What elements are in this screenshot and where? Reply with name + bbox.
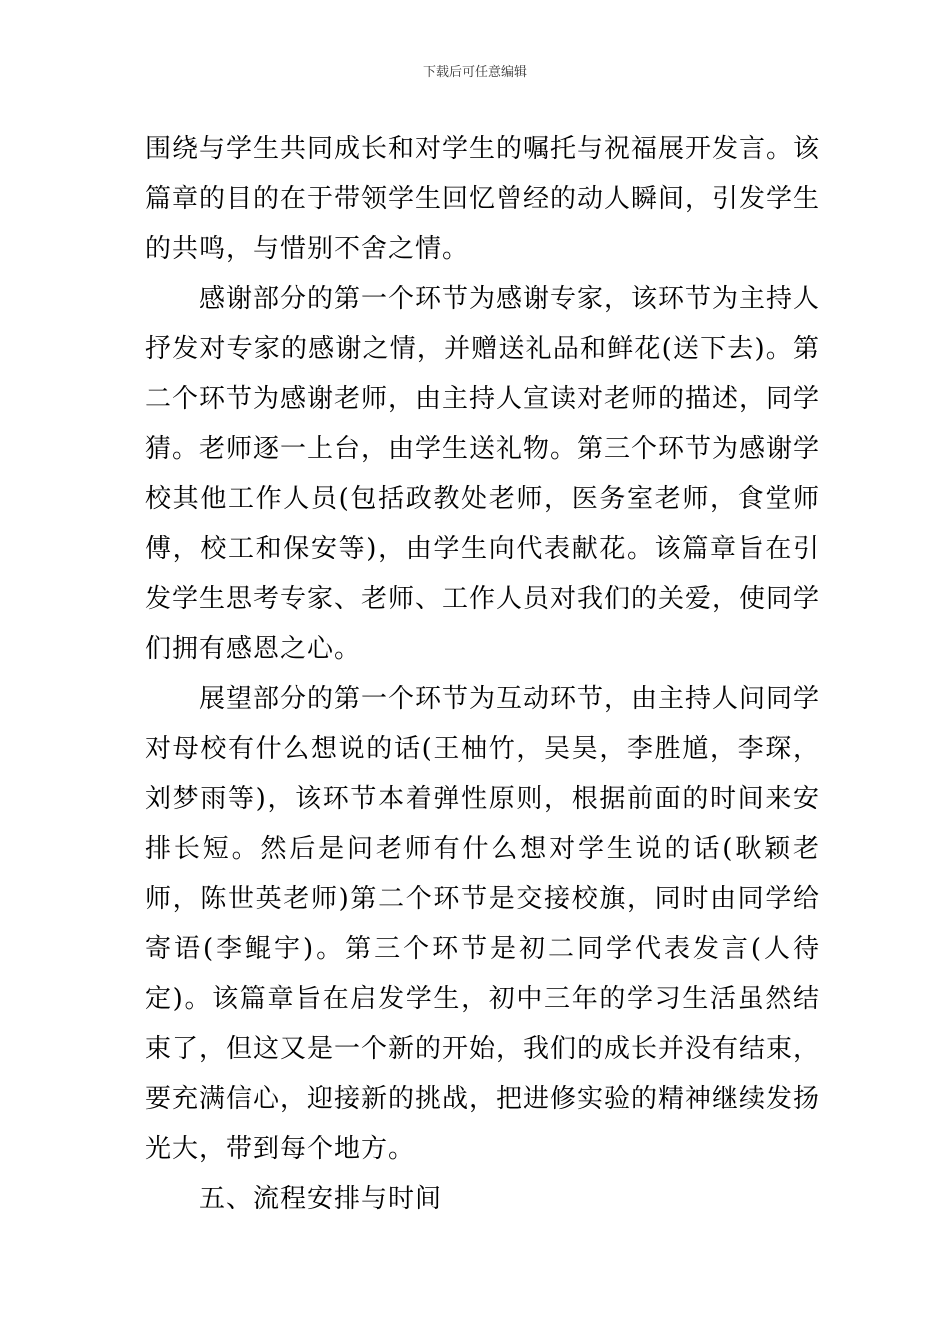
paragraph-thanks: 感谢部分的第一个环节为感谢专家，该环节为主持人抒发对专家的感谢之情，并赠送礼品和鲜花(送下去)。第二个环节为感谢老师，由主持人宣读对老师的描述，同学猜。老师逐一上台，由学生送礼物。第三个环节为感谢学校其他工作人员(包括政教处老师，医务室老师，食堂师傅，校工和保安等)，由学生向代表献花。该篇章旨在引发学生思考专家、老师、工作人员对我们的关爱，使同学们拥有感恩之心。 [145, 284, 821, 664]
header-text: 下载后可任意编辑 [422, 65, 527, 80]
document-body [145, 124, 820, 1224]
page-header [0, 64, 950, 82]
paragraph-outlook: 展望部分的第一个环节为互动环节，由主持人问同学对母校有什么想说的话(王柚竹，吴昊，李胜馗，李琛，刘梦雨等)，该环节本着弹性原则，根据前面的时间来安排长短。然后是问老师有什么想对学生说的话(耿颖老师，陈世英老师)第二个环节是交接校旗，同时由同学给寄语(李鲲宇)。第三个环节是初二同学代表发言(人待定)。该篇章旨在启发学生，初中三年的学习生活虽然结束了，但这又是一个新的开始，我们的成长并没有结束，要充满信心，迎接新的挑战，把进修实验的精神继续发扬光大，带到每个地方。 [145, 684, 821, 1164]
paragraph-continuation: 围绕与学生共同成长和对学生的嘱托与祝福展开发言。该篇章的目的在于带领学生回忆曾经的动人瞬间，引发学生的共鸣，与惜别不舍之情。 [145, 134, 821, 264]
section-heading-schedule: 五、流程安排与时间 [199, 1184, 443, 1214]
